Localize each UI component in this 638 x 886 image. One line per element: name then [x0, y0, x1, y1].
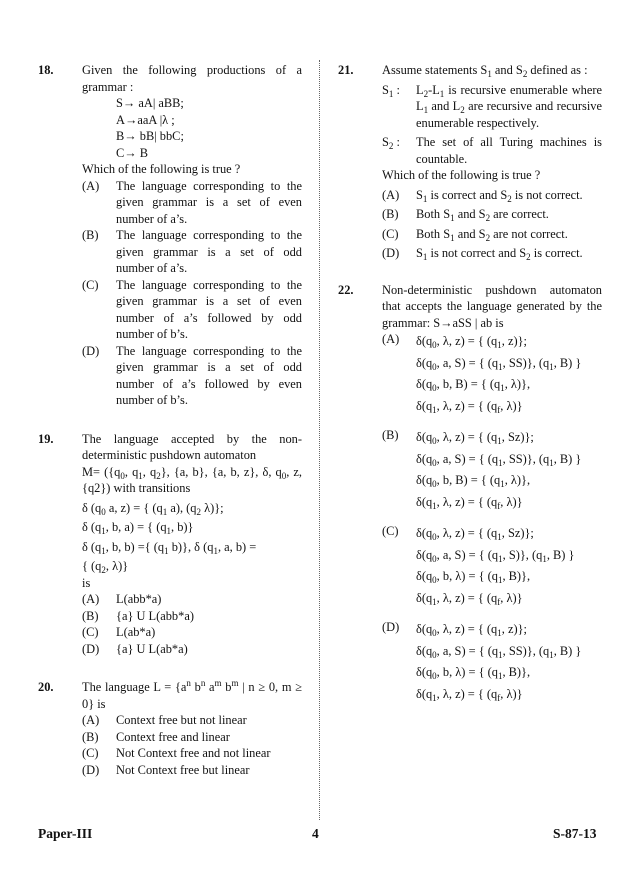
- option-c[interactable]: [382, 226, 602, 243]
- option-d[interactable]: [82, 762, 302, 779]
- transition-line: δ ($q_1$, b, a) = { ($q_1$, b)}: [82, 520, 194, 536]
- transition-line: $\delta(q_0$, λ, z) = { ($q_1$, Sz)};: [416, 430, 534, 446]
- option-label: (D): [82, 343, 100, 358]
- production: S→ aA| aBB;: [116, 96, 184, 110]
- question-number: 21.: [338, 63, 354, 77]
- option-a[interactable]: [382, 187, 602, 204]
- option-label: (C): [382, 226, 399, 241]
- option-a[interactable]: [82, 712, 302, 729]
- transition-line: $\delta(q_1$, λ, z) = { ($q_f$, λ)}: [416, 590, 523, 607]
- option-text: Both $S_1$ and $S_2$ are not correct.: [416, 226, 568, 243]
- question-stem: The language accepted by the non-deterministic pushdown automaton: [82, 431, 302, 462]
- option-label: (B): [82, 729, 99, 744]
- footer-page-number: 4: [312, 826, 319, 841]
- option-transitions: [416, 619, 602, 705]
- option-c[interactable]: [82, 277, 302, 343]
- option-text: Both $S_1$ and $S_2$ are correct.: [416, 207, 549, 223]
- transition-line: $\delta(q_0$, λ, z) = { ($q_1$, z)};: [416, 334, 527, 350]
- question-stem: Given the following productions of a grammar :: [82, 63, 302, 94]
- option-text: {a} U L(abb*a): [116, 608, 194, 623]
- transition-line: $\delta(q_0$, a, S) = { ($q_1$, S)}, ($q_1$, B) }: [416, 547, 575, 564]
- transition-line: $\delta(q_0$, b, λ) = { ($q_1$, B)},: [416, 665, 531, 681]
- option-text: $S_1$ is correct and $S_2$ is not correct.: [416, 187, 583, 204]
- question-19: [38, 431, 302, 658]
- option-text: $S_1$ is not correct and $S_2$ is correct.: [416, 246, 583, 262]
- option-text: L(ab*a): [116, 625, 156, 639]
- option-label: (A): [382, 187, 400, 202]
- transition-line: $\delta(q_0$, a, S) = { ($q_1$, SS)}, ($q_1$, B) }: [416, 451, 582, 468]
- transition-line: $\delta(q_0$, b, B) = { ($q_1$, λ)},: [416, 473, 531, 489]
- option-c[interactable]: [82, 624, 302, 641]
- option-a[interactable]: [82, 591, 302, 608]
- option-text: {a} U L(ab*a): [116, 641, 188, 656]
- transition-line: $\delta(q_1$, λ, z) = { ($q_f$, λ)}: [416, 398, 523, 415]
- production: A→aaA |λ ;: [116, 112, 175, 127]
- column-divider: [319, 60, 320, 820]
- transition-line: $\delta(q_0$, λ, z) = { ($q_1$, Sz)};: [416, 526, 534, 542]
- option-d[interactable]: [82, 343, 302, 409]
- transition-line: $\delta(q_1$, λ, z) = { ($q_f$, λ)}: [416, 494, 523, 511]
- question-stem: The language $L = \{a^n$ $b^n$ $a^m$ $b^m$ | n ≥ 0, m ≥ 0} is: [82, 678, 303, 711]
- transition-line: δ ($q_0$ a, z) = { ($q_1$ a), ($q_2$ λ)};: [82, 500, 224, 517]
- option-label: (C): [82, 277, 99, 292]
- option-b[interactable]: [82, 608, 302, 625]
- option-text: The language corresponding to the given grammar is a set of odd number of a’s.: [116, 228, 302, 275]
- option-text: Context free but not linear: [116, 713, 247, 727]
- option-label: (C): [82, 746, 99, 760]
- option-text: L(abb*a): [116, 592, 162, 606]
- transition-line: $\delta(q_0$, a, S) = { ($q_1$, SS)}, ($q_1$, B) }: [416, 643, 582, 660]
- option-label: (B): [82, 228, 99, 242]
- option-label: (A): [82, 713, 100, 727]
- option-text: The language corresponding to the given grammar is a set of even number of a’s followed by odd number of b’s.: [116, 277, 302, 341]
- option-b[interactable]: [382, 427, 602, 513]
- option-b[interactable]: [82, 729, 302, 746]
- statement-label: $S_1$ :: [382, 82, 400, 99]
- option-a[interactable]: [82, 178, 302, 228]
- is-text: is: [82, 575, 91, 590]
- question-number: 22.: [338, 282, 354, 297]
- transition-line: $\delta(q_0$, λ, z) = { ($q_1$, z)};: [416, 622, 527, 638]
- left-column: [38, 62, 302, 778]
- option-b[interactable]: [82, 227, 302, 277]
- option-text: The language corresponding to the given grammar is a set of even number of a’s.: [116, 178, 302, 226]
- option-label: (B): [82, 608, 99, 623]
- question-22: [338, 282, 602, 706]
- option-label: (A): [382, 332, 400, 346]
- option-transitions: [416, 331, 602, 417]
- option-b[interactable]: [382, 206, 602, 223]
- option-label: (C): [382, 524, 399, 538]
- question-prompt: Which of the following is true ?: [382, 168, 541, 182]
- option-a[interactable]: [382, 331, 602, 417]
- production: C→ B: [116, 145, 149, 160]
- question-21: [338, 62, 602, 262]
- option-d[interactable]: [382, 245, 602, 262]
- option-label: (B): [382, 428, 399, 442]
- statement-label: $S_2$ :: [382, 135, 400, 151]
- footer-code: S-87-13: [553, 826, 597, 841]
- transition-line: $\delta(q_1$, λ, z) = { ($q_f$, λ)}: [416, 686, 523, 703]
- option-text: Context free and linear: [116, 729, 230, 744]
- automaton-definition: $M= (\{q_0$, $q_1$, $q_2$}, {a, b}, {a, b, z}, δ, $q_0$, z, {q2}) with transitions: [82, 464, 303, 495]
- right-column: [338, 62, 602, 705]
- statement-s2: [382, 134, 602, 167]
- question-number: 20.: [38, 680, 54, 694]
- option-transitions: [416, 427, 602, 513]
- option-c[interactable]: [82, 745, 302, 762]
- option-c[interactable]: [382, 523, 602, 609]
- statement-text: $L_2-L_1$ is recursive enumerable where $L_1$ and $L_2$ are recursive and recursive enumerable respectively.: [416, 82, 602, 130]
- option-label: (A): [82, 592, 100, 606]
- question-number: 19.: [38, 431, 54, 446]
- question-18: [38, 62, 302, 409]
- transition-line: $\delta(q_0$, b, λ) = { ($q_1$, B)},: [416, 569, 531, 585]
- footer-paper-label: Paper-III: [38, 826, 93, 841]
- question-stem: Assume statements $S_1$ and $S_2$ defined as :: [382, 63, 588, 79]
- option-text: The language corresponding to the given grammar is a set of odd number of a’s followed by even number of b’s.: [116, 343, 302, 407]
- option-label: (C): [82, 625, 99, 639]
- question-stem: Non-deterministic pushdown automaton that accepts the language generated by the grammar: S→aSS | ab is: [382, 282, 602, 330]
- option-text: Not Context free but linear: [116, 762, 250, 777]
- option-d[interactable]: [382, 619, 602, 705]
- production: B→ bB| bbC;: [116, 129, 184, 143]
- option-label: (B): [382, 207, 399, 221]
- option-transitions: [416, 523, 602, 609]
- transition-line: { ($q_2$, λ)}: [82, 559, 129, 575]
- option-d[interactable]: [82, 641, 302, 658]
- transition-line: $\delta(q_0$, a, S) = { ($q_1$, SS)}, ($q_1$, B) }: [416, 355, 582, 372]
- option-label: (D): [382, 620, 400, 634]
- transition-line: $\delta(q_0$, b, B) = { ($q_1$, λ)},: [416, 377, 531, 393]
- option-label: (D): [82, 762, 100, 777]
- option-label: (D): [382, 246, 400, 260]
- question-number: 18.: [38, 63, 54, 77]
- option-label: (D): [82, 641, 100, 656]
- question-20: [38, 679, 302, 778]
- statement-text: The set of all Turing machines is countable.: [416, 135, 602, 166]
- option-text: Not Context free and not linear: [116, 746, 271, 760]
- option-label: (A): [82, 178, 100, 193]
- question-prompt: Which of the following is true ?: [82, 162, 241, 176]
- transition-line: δ ($q_1$, b, b) ={ ($q_1$ b)}, δ ($q_1$, a, b) =: [82, 539, 257, 556]
- statement-s1: [382, 82, 602, 132]
